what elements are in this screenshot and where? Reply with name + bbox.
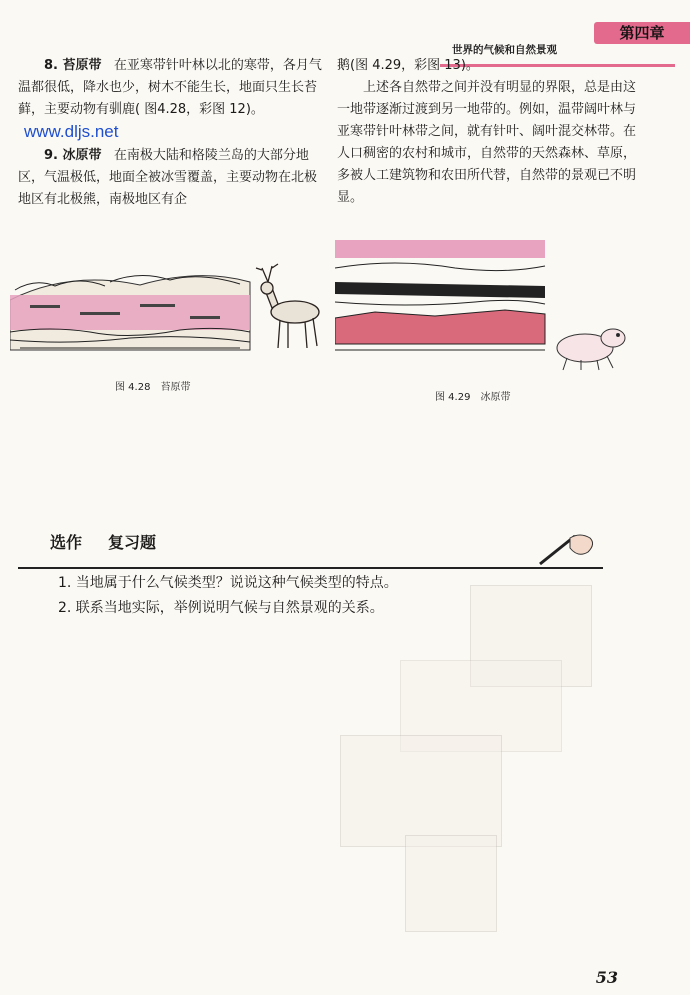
ice-sheet-text: 在南极大陆和格陵兰岛的大部分地区，气温极低，地面全被冰雪覆盖，主要动物在北极地区有北极熊，南极地区有企 xyxy=(18,148,318,207)
tundra-text: 在亚寒带针叶林以北的寒带，各月气温都很低，降水也少，树木不能生长，地面只生长苔藓，主要动物有驯鹿( 图4.28，彩图 12)。 xyxy=(18,58,322,117)
ice-sheet-heading: 9. 冰原带 xyxy=(44,148,102,163)
review-question-2: 2. 联系当地实际，举例说明气候与自然景观的关系。 xyxy=(58,600,384,616)
section-title: 世界的气候和自然景观 xyxy=(452,44,557,56)
paragraph-continuation: 鹅(图 4.29，彩图 13)。 xyxy=(337,58,479,73)
chapter-header xyxy=(440,22,690,56)
review-heading xyxy=(50,530,182,553)
optional-label: 选作 xyxy=(50,533,83,552)
paragraph-transition: 上述各自然带之间并没有明显的界限，总是由这一地带逐渐过渡到另一地带的。例如，温带阔叶林与亚寒带针叶林带之间，就有针叶、阔叶混交林带。在人口稠密的农村和城市，自然带的天然森林、草原，多被人工建筑物和农田所代替，自然带的景观已不明显。 xyxy=(337,80,637,205)
fig-428-caption: 图 4.28 苔原带 xyxy=(115,382,191,393)
paragraph-tundra xyxy=(18,55,323,145)
chapter-label: 第四章 xyxy=(594,22,690,44)
watermark-url: www.dljs.net xyxy=(24,122,119,141)
background-sketch xyxy=(340,735,502,847)
review-question-1: 1. 当地属于什么气候类型？说说这种气候类型的特点。 xyxy=(58,575,398,591)
right-text-column xyxy=(337,55,637,209)
fig-429-caption: 图 4.29 冰原带 xyxy=(435,392,511,403)
paragraph-ice-sheet xyxy=(18,145,323,211)
tundra-illustration xyxy=(10,260,330,360)
review-title: 复习题 xyxy=(108,533,157,552)
left-text-column xyxy=(18,55,323,211)
review-rule xyxy=(18,567,603,569)
page-number: 53 xyxy=(595,968,618,987)
ice-sheet-illustration xyxy=(335,240,635,375)
pen-hand-icon xyxy=(535,528,600,568)
background-sketch xyxy=(405,835,497,932)
tundra-heading: 8. 苔原带 xyxy=(44,58,102,73)
